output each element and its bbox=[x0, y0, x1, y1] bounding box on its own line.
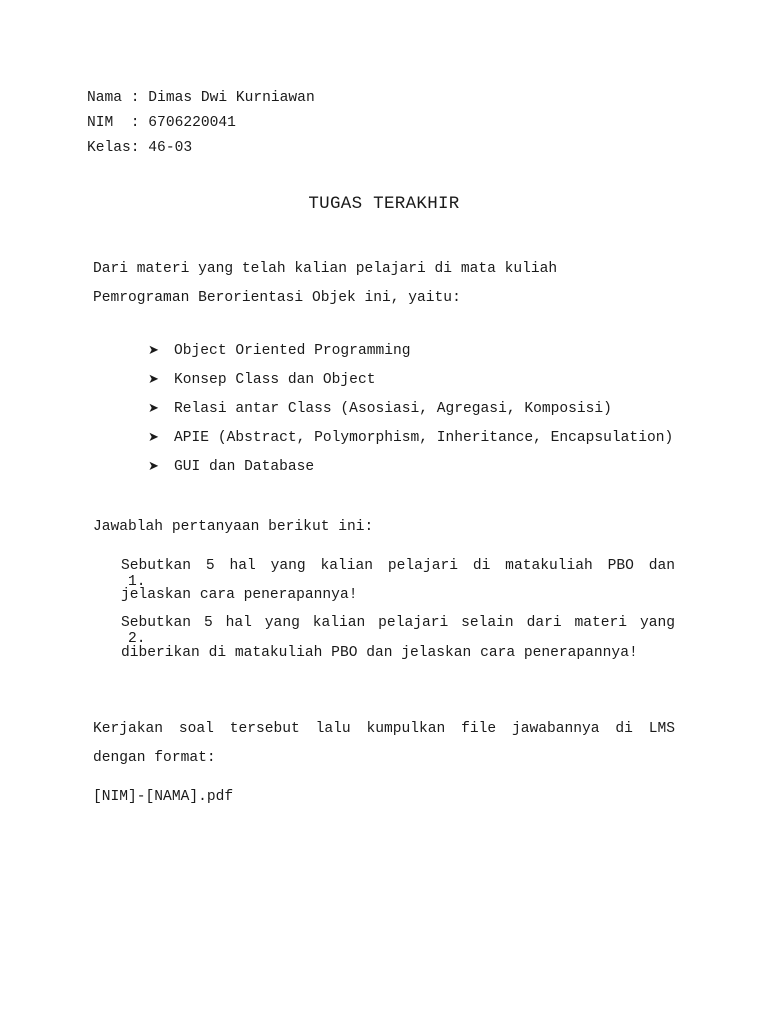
question-text-line: Sebutkan 5 hal yang kalian pelajari selain dari materi yang bbox=[121, 615, 675, 631]
arrow-bullet-icon: ➤ bbox=[148, 430, 159, 445]
arrow-bullet-icon: ➤ bbox=[148, 459, 159, 474]
question-text-line: Sebutkan 5 hal yang kalian pelajari di matakuliah PBO dan bbox=[121, 558, 675, 574]
topic-item bbox=[113, 443, 314, 491]
topic-label: APIE (Abstract, Polymorphism, Inheritance, Encapsulation) bbox=[174, 430, 674, 446]
topic-label: Konsep Class dan Object bbox=[174, 372, 376, 388]
filename-format: [NIM]-[NAMA].pdf bbox=[93, 789, 234, 805]
question-text-line: diberikan di matakuliah PBO dan jelaskan cara penerapannya! bbox=[121, 645, 638, 661]
document-title: TUGAS TERAKHIR bbox=[308, 194, 460, 214]
intro-line-2: Pemrograman Berorientasi Objek ini, yaitu: bbox=[93, 290, 461, 306]
instruction-line-2: dengan format: bbox=[93, 750, 216, 766]
student-nim: NIM : 6706220041 bbox=[87, 115, 236, 131]
topic-label: Relasi antar Class (Asosiasi, Agregasi, Komposisi) bbox=[174, 401, 612, 417]
question-number: 2. bbox=[128, 631, 146, 647]
arrow-bullet-icon: ➤ bbox=[148, 343, 159, 358]
student-name: Nama : Dimas Dwi Kurniawan bbox=[87, 90, 315, 106]
arrow-bullet-icon: ➤ bbox=[148, 401, 159, 416]
question-number: 1. bbox=[128, 574, 146, 590]
topic-label: Object Oriented Programming bbox=[174, 343, 411, 359]
student-class: Kelas: 46-03 bbox=[87, 140, 193, 156]
topic-label: GUI dan Database bbox=[174, 459, 315, 475]
instruction-line-1: Kerjakan soal tersebut lalu kumpulkan file jawabannya di LMS bbox=[93, 721, 675, 737]
intro-line-1: Dari materi yang telah kalian pelajari di mata kuliah bbox=[93, 261, 558, 277]
question-text-line: jelaskan cara penerapannya! bbox=[121, 587, 358, 603]
arrow-bullet-icon: ➤ bbox=[148, 372, 159, 387]
questions-heading: Jawablah pertanyaan berikut ini: bbox=[93, 519, 374, 535]
